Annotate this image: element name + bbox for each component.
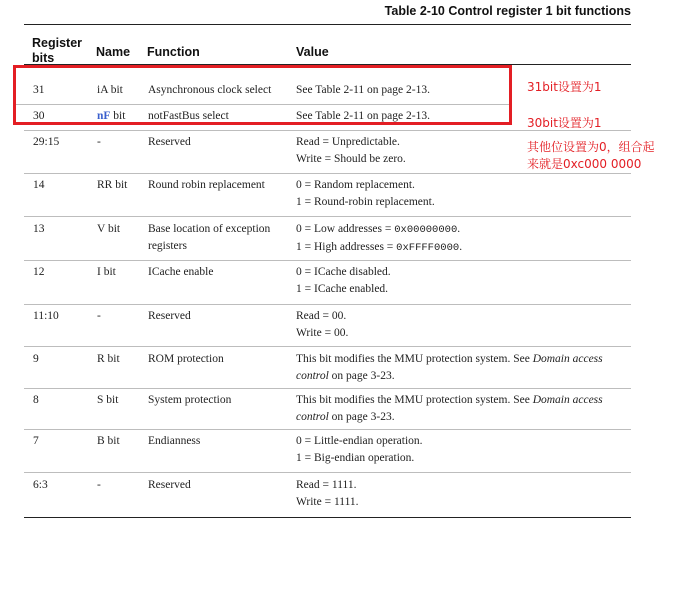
row-function <box>148 221 288 255</box>
value-line <box>296 351 626 368</box>
value-line: Read = 1111. <box>296 479 357 491</box>
row-name-prefix: nF <box>97 110 111 122</box>
row-rule <box>24 429 631 430</box>
function-line: registers <box>148 240 187 252</box>
row-name: iA bit <box>97 84 123 96</box>
value-line: 0 = ICache disabled. <box>296 266 391 278</box>
row-value <box>296 221 626 257</box>
value-line: 1 = Big-endian operation. <box>296 452 415 464</box>
address-high: 0xFFFF0000 <box>396 242 460 254</box>
row-value <box>296 177 626 211</box>
row-rule <box>24 173 631 174</box>
row-function: Endianness <box>148 435 201 447</box>
row-name: S bit <box>97 394 119 406</box>
table-bottom-rule <box>24 517 631 518</box>
row-name-suffix: bit <box>110 110 126 122</box>
xref-link[interactable]: Domain access <box>532 394 603 406</box>
row-bits: 30 <box>33 110 45 122</box>
row-bits: 13 <box>33 223 45 235</box>
row-bits: 6:3 <box>33 479 48 491</box>
annotation-bit31: 31bit设置为1 <box>527 80 602 94</box>
row-rule <box>24 388 631 389</box>
value-text: on page 3-23. <box>328 370 395 382</box>
value-line <box>296 409 626 426</box>
value-line: 1 = ICache enabled. <box>296 283 389 295</box>
annotation-line: 来就是0xc000 0000 <box>527 157 642 171</box>
row-bits: 31 <box>33 84 45 96</box>
row-function: Asynchronous clock select <box>148 84 272 96</box>
value-line: 1 = Round-robin replacement. <box>296 196 435 208</box>
period: . <box>457 223 461 235</box>
header-rule <box>24 24 631 25</box>
header-function: Function <box>147 45 200 59</box>
header-bits: Register bits <box>32 36 83 64</box>
xref-link[interactable]: Domain access <box>532 353 603 365</box>
value-line <box>296 392 626 409</box>
value-text: This bit modifies the MMU protection system. See <box>296 353 533 365</box>
value-line: 0 = Little-endian operation. <box>296 435 423 447</box>
row-function: notFastBus select <box>148 110 229 122</box>
row-rule <box>24 346 631 347</box>
row-bits: 8 <box>33 394 39 406</box>
row-function: ICache enable <box>148 266 214 278</box>
header-name: Name <box>96 45 131 59</box>
value-line <box>296 368 626 385</box>
row-function: Round robin replacement <box>148 179 265 191</box>
row-value <box>296 477 626 511</box>
function-line: Base location of exception <box>148 223 271 235</box>
row-bits: 9 <box>33 353 39 365</box>
row-function: Reserved <box>148 479 191 491</box>
row-value <box>296 351 626 385</box>
value-line <box>296 239 626 257</box>
highlight-box <box>13 65 512 125</box>
value-line <box>296 221 626 239</box>
annotation-bit30: 30bit设置为1 <box>527 116 602 130</box>
value-line: Read = 00. <box>296 310 347 322</box>
header-value: Value <box>296 45 329 59</box>
value-text: on page 3-23. <box>328 411 395 423</box>
value-line: Write = 1111. <box>296 496 359 508</box>
row-name: R bit <box>97 353 120 365</box>
xref-link[interactable]: control <box>296 370 329 382</box>
row-bits: 14 <box>33 179 45 191</box>
row-rule <box>24 472 631 473</box>
value-line: Write = Should be zero. <box>296 153 406 165</box>
value-line: Write = 00. <box>296 327 349 339</box>
row-value <box>296 308 626 342</box>
value-line: 0 = Random replacement. <box>296 179 415 191</box>
value-line: Read = Unpredictable. <box>296 136 400 148</box>
xref-link[interactable]: control <box>296 411 329 423</box>
annotation-line: 其他位设置为0，组合起 <box>527 140 655 154</box>
row-value: See Table 2-11 on page 2-13. <box>296 110 430 122</box>
period: . <box>459 241 463 253</box>
row-name: - <box>97 136 101 148</box>
table-caption: Table 2-10 Control register 1 bit functions <box>384 4 631 18</box>
row-function: ROM protection <box>148 353 224 365</box>
row-name: - <box>97 479 101 491</box>
row-name: RR bit <box>97 179 128 191</box>
row-name: I bit <box>97 266 116 278</box>
value-text: This bit modifies the MMU protection system. See <box>296 394 533 406</box>
row-name: - <box>97 310 101 322</box>
row-rule <box>24 304 631 305</box>
row-bits: 11:10 <box>33 310 59 322</box>
row-function: Reserved <box>148 136 191 148</box>
row-function: System protection <box>148 394 232 406</box>
value-text: 1 = High addresses = <box>296 241 397 253</box>
address-low: 0x00000000 <box>394 224 458 236</box>
row-bits: 12 <box>33 266 45 278</box>
row-function: Reserved <box>148 310 191 322</box>
row-name: B bit <box>97 435 120 447</box>
value-text: 0 = Low addresses = <box>296 223 395 235</box>
highlight-divider <box>16 104 509 105</box>
row-rule <box>24 216 631 217</box>
row-value <box>296 392 626 426</box>
row-name: V bit <box>97 223 121 235</box>
row-value <box>296 264 626 298</box>
row-value <box>296 433 626 467</box>
annotation-others <box>527 139 655 173</box>
row-bits: 7 <box>33 435 39 447</box>
row-rule <box>24 260 631 261</box>
row-bits: 29:15 <box>33 136 60 148</box>
row-value: See Table 2-11 on page 2-13. <box>296 84 430 96</box>
